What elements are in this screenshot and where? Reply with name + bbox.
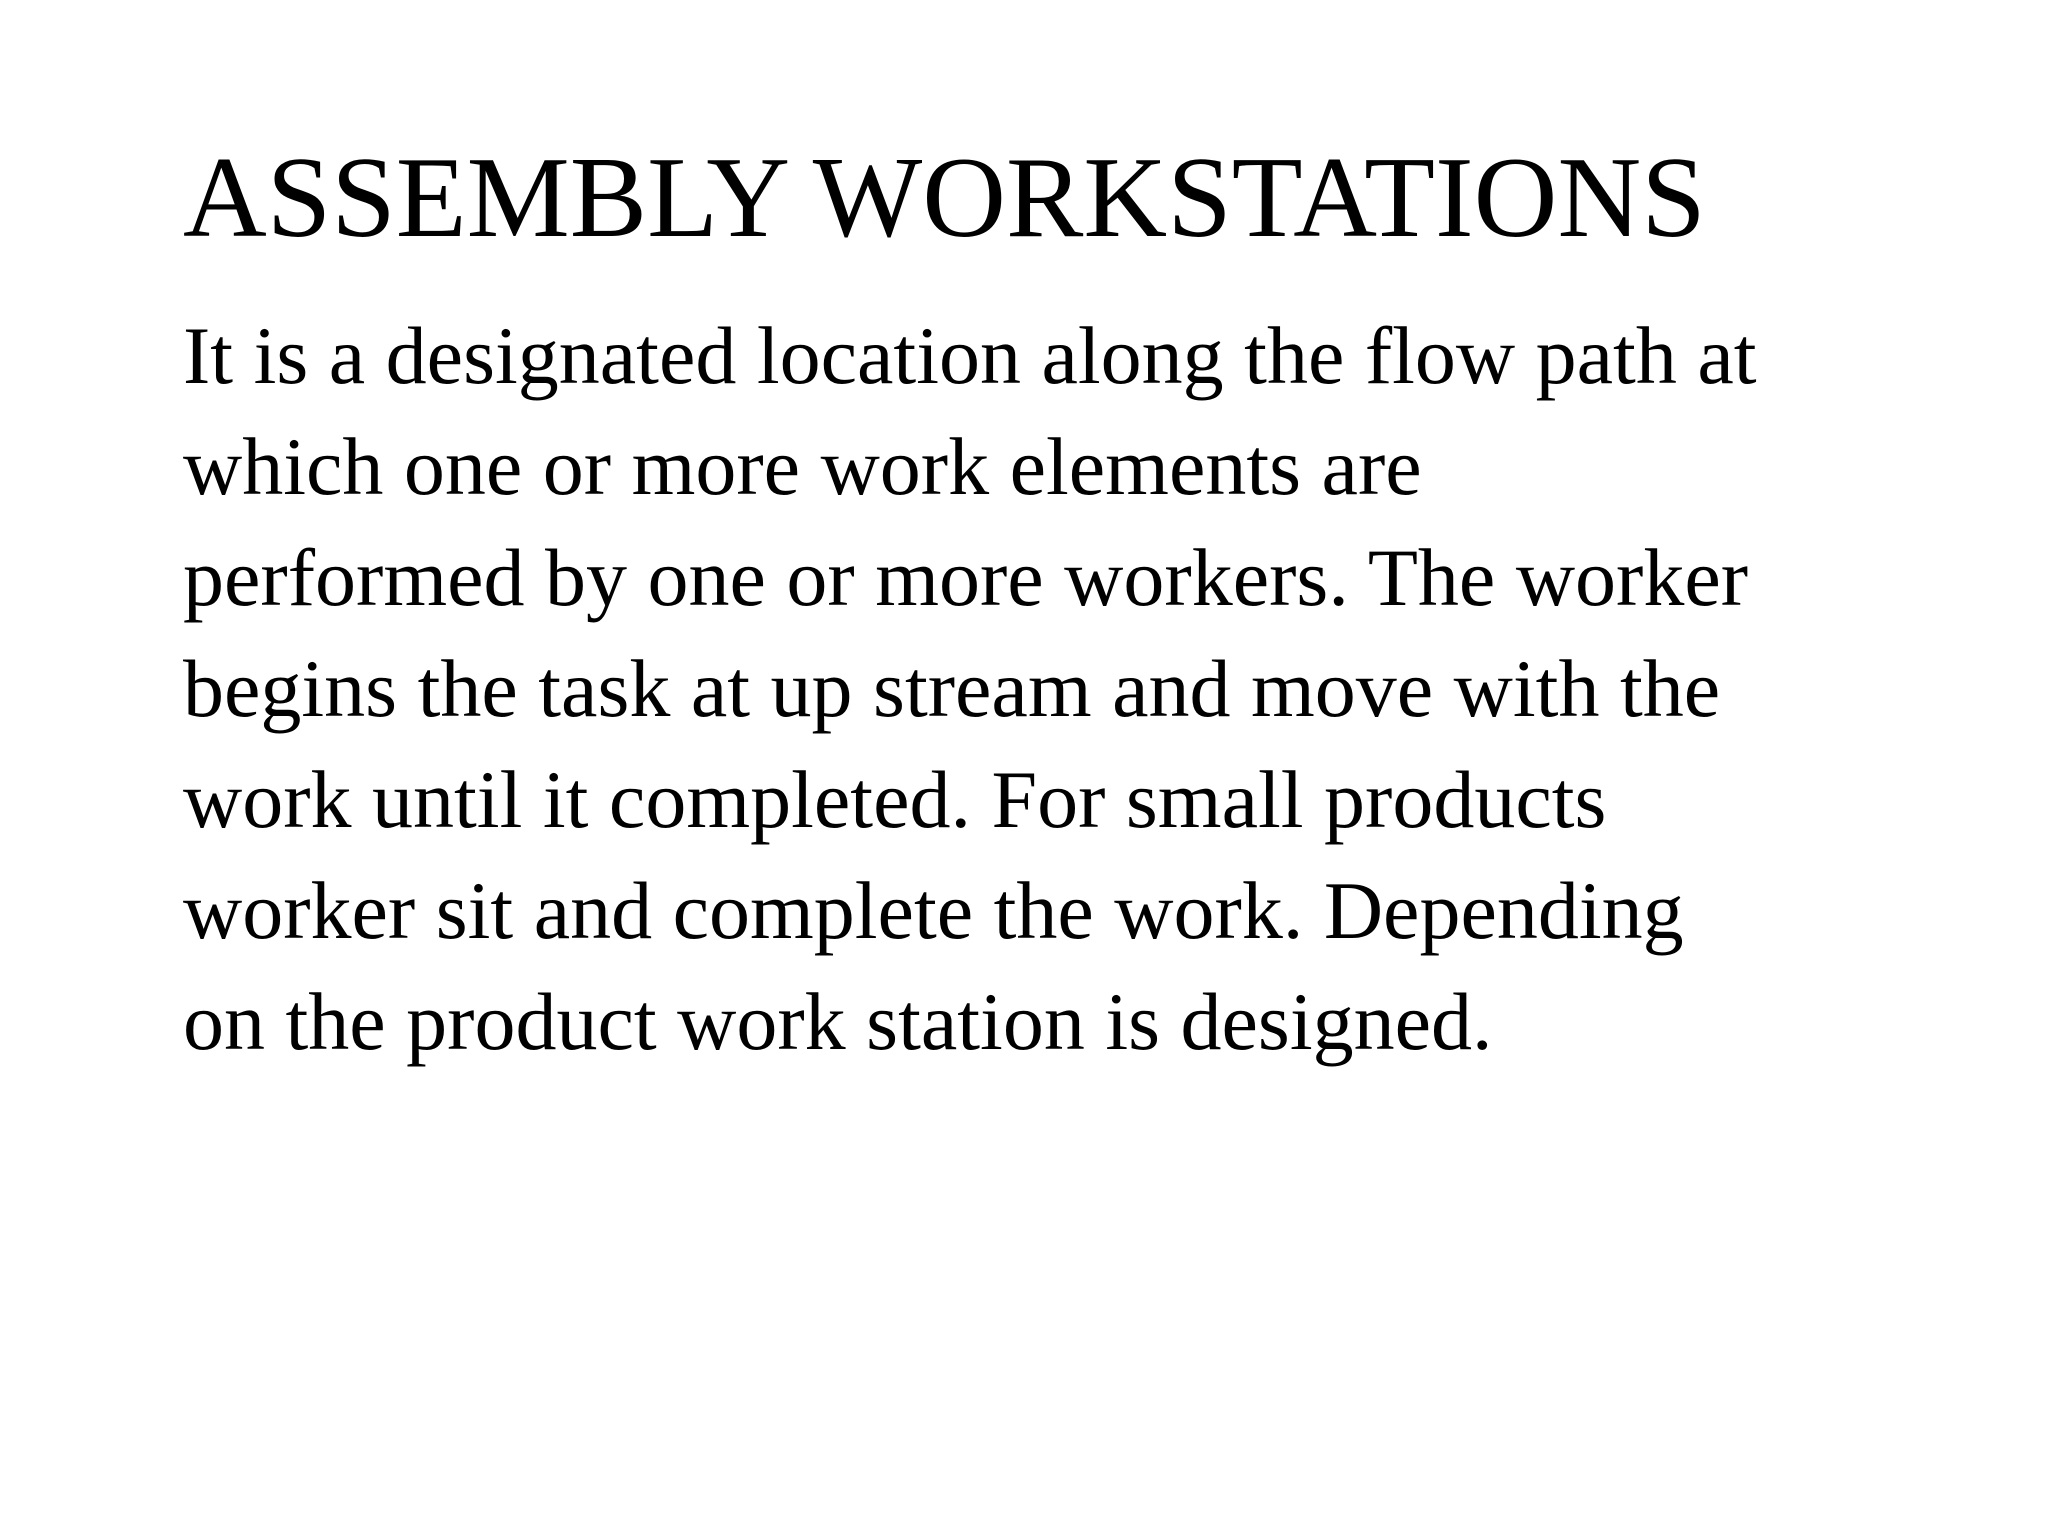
body-line: which one or more work elements are <box>183 421 1422 512</box>
slide-title: ASSEMBLY WORKSTATIONS <box>183 134 1706 262</box>
body-line: work until it completed. For small products <box>183 754 1607 845</box>
body-line: performed by one or more workers. The worker <box>183 532 1749 623</box>
body-line: It is a designated location along the flow path at <box>183 310 1757 401</box>
body-line: worker sit and complete the work. Depending <box>183 865 1684 956</box>
body-line: on the product work station is designed. <box>183 976 1493 1067</box>
slide-body-paragraph <box>183 300 1757 1077</box>
body-line: begins the task at up stream and move with the <box>183 643 1721 734</box>
